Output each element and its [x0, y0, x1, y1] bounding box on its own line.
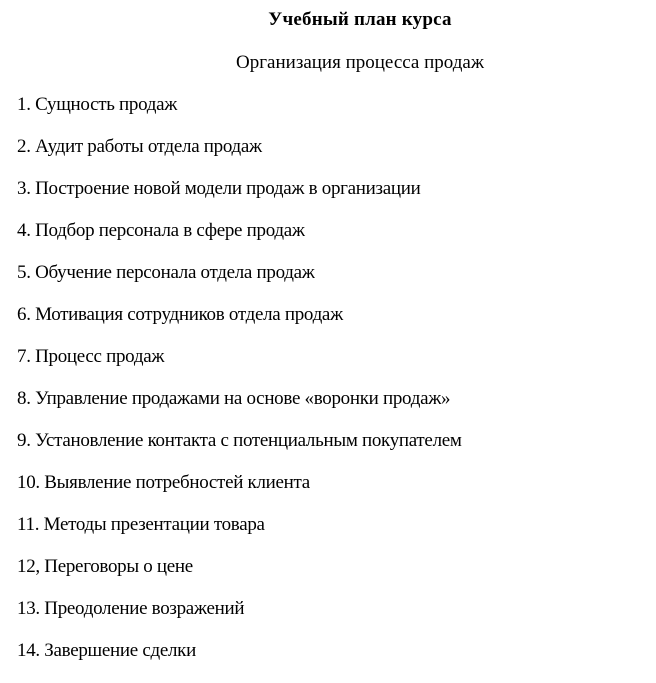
list-item: 4. Подбор персонала в сфере продаж [17, 220, 305, 241]
list-item: 11. Методы презентации товара [17, 514, 265, 535]
list-item: 3. Построение новой модели продаж в организации [17, 178, 421, 199]
list-item: 5. Обучение персонала отдела продаж [17, 262, 315, 283]
course-plan-list [17, 93, 462, 681]
document-title: Учебный план курса [268, 9, 452, 30]
list-item: 7. Процесс продаж [17, 346, 165, 367]
document-subtitle: Организация процесса продаж [236, 52, 484, 73]
list-item: 10. Выявление потребностей клиента [17, 472, 310, 493]
list-item: 8. Управление продажами на основе «воронки продаж» [17, 388, 451, 409]
list-item: 12, Переговоры о цене [17, 556, 193, 577]
list-item: 14. Завершение сделки [17, 640, 196, 661]
list-item: 1. Сущность продаж [17, 94, 178, 115]
list-item: 2. Аудит работы отдела продаж [17, 136, 262, 157]
list-item: 6. Мотивация сотрудников отдела продаж [17, 304, 343, 325]
list-item: 13. Преодоление возражений [17, 598, 245, 619]
list-item: 9. Установление контакта с потенциальным покупателем [17, 430, 462, 451]
